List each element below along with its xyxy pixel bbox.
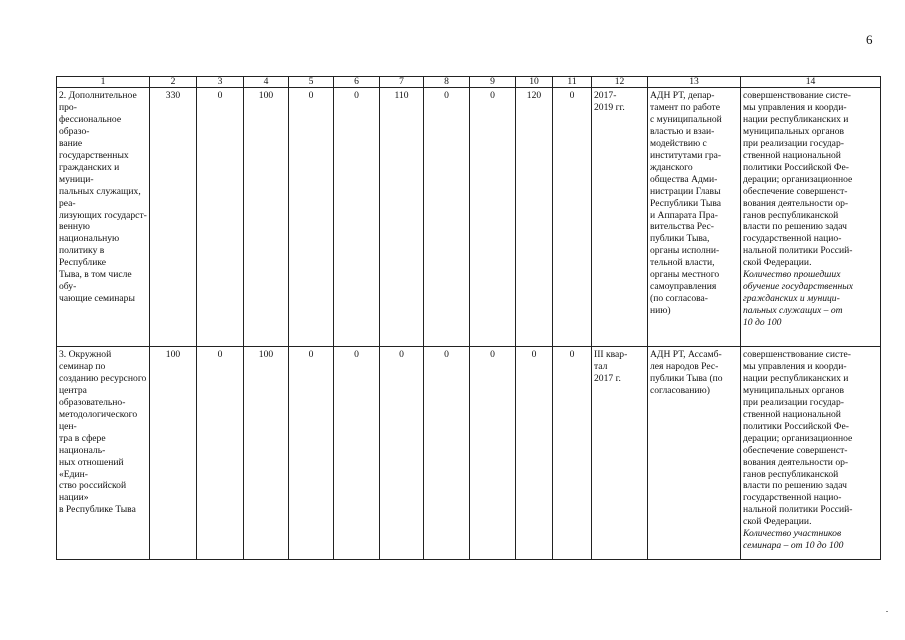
measure-name: 3. Окружной семинар по созданию ресурсного центра образовательно- методологического цен- тра в сфере националь- ных отношений «Един- ство российской нации» в Республике Тыва bbox=[57, 347, 150, 560]
measure-name: 2. Дополнительное про- фессиональное образо- вание государственных гражданских и муници- пальных служащих, реа- лизующих государст- венную национальную политику в Республике Тыва, в том числе обу- чающие семинары bbox=[57, 88, 150, 347]
value-cell: 0 bbox=[380, 347, 424, 560]
value-cell: 110 bbox=[380, 88, 424, 347]
page-number: 6 bbox=[866, 32, 873, 47]
value-cell: 100 bbox=[244, 347, 289, 560]
col-header: 6 bbox=[334, 77, 380, 88]
col-header: 9 bbox=[470, 77, 516, 88]
col-header: 3 bbox=[197, 77, 244, 88]
col-header: 7 bbox=[380, 77, 424, 88]
value-cell: 0 bbox=[470, 88, 516, 347]
indicator-text: Количество прошедших обучение государственных гражданских и муници- пальных служащих – от 10 до 100 bbox=[743, 269, 853, 329]
col-header: 8 bbox=[424, 77, 470, 88]
scan-speck bbox=[886, 611, 888, 612]
result-text: совершенствование систе- мы управления и коорди- нации республиканских и муниципальных органов при реализации государ- ственной национальной политики Российской Фе- дерации; организационное обеспечение совершенст- вования деятельности ор- ганов республиканской власти по решению задач государственной нацио- нальной политики Россий- ской Федерации. bbox=[743, 349, 853, 528]
col-header: 2 bbox=[150, 77, 197, 88]
table-row bbox=[57, 88, 881, 347]
value-cell: 0 bbox=[289, 347, 334, 560]
value-cell: 0 bbox=[334, 88, 380, 347]
col-header: 1 bbox=[57, 77, 150, 88]
result-cell bbox=[741, 347, 881, 560]
value-cell: 0 bbox=[197, 347, 244, 560]
value-cell: 0 bbox=[334, 347, 380, 560]
col-header: 11 bbox=[553, 77, 592, 88]
col-header: 13 bbox=[648, 77, 741, 88]
value-cell: 120 bbox=[516, 88, 553, 347]
value-cell: 0 bbox=[553, 347, 592, 560]
value-cell: 0 bbox=[424, 88, 470, 347]
col-header: 5 bbox=[289, 77, 334, 88]
period-cell: III квар- тал 2017 г. bbox=[592, 347, 648, 560]
value-cell: 330 bbox=[150, 88, 197, 347]
col-header: 4 bbox=[244, 77, 289, 88]
value-cell: 0 bbox=[424, 347, 470, 560]
executor-cell: АДН РТ, Ассамб- лея народов Рес- публики Тыва (по согласованию) bbox=[648, 347, 741, 560]
executor-cell: АДН РТ, депар- тамент по работе с муниципальной властью и взаи- модействию с институтами гра- жданского общества Адми- нистрации Главы Республики Тыва и Аппарата Пра- вительства Рес- публики Тыва, органы исполни- тельной власти, органы местного самоуправления (по согласова- нию) bbox=[648, 88, 741, 347]
value-cell: 100 bbox=[244, 88, 289, 347]
value-cell: 0 bbox=[516, 347, 553, 560]
period-cell: 2017- 2019 гг. bbox=[592, 88, 648, 347]
table-row bbox=[57, 347, 881, 560]
program-table bbox=[56, 76, 881, 560]
result-text: совершенствование систе- мы управления и коорди- нации республиканских и муниципальных органов при реализации государ- ственной национальной политики Российской Фе- дерации; организационное обеспечение совершенст- вования деятельности ор- ганов республиканской власти по решению задач государственной нацио- нальной политики Россий- ской Федерации. bbox=[743, 90, 853, 269]
indicator-text: Количество участников семинара – от 10 до 100 bbox=[743, 528, 844, 552]
value-cell: 0 bbox=[470, 347, 516, 560]
col-header: 10 bbox=[516, 77, 553, 88]
value-cell: 100 bbox=[150, 347, 197, 560]
col-header: 14 bbox=[741, 77, 881, 88]
header-row bbox=[57, 77, 881, 88]
col-header: 12 bbox=[592, 77, 648, 88]
value-cell: 0 bbox=[289, 88, 334, 347]
value-cell: 0 bbox=[553, 88, 592, 347]
value-cell: 0 bbox=[197, 88, 244, 347]
result-cell bbox=[741, 88, 881, 347]
